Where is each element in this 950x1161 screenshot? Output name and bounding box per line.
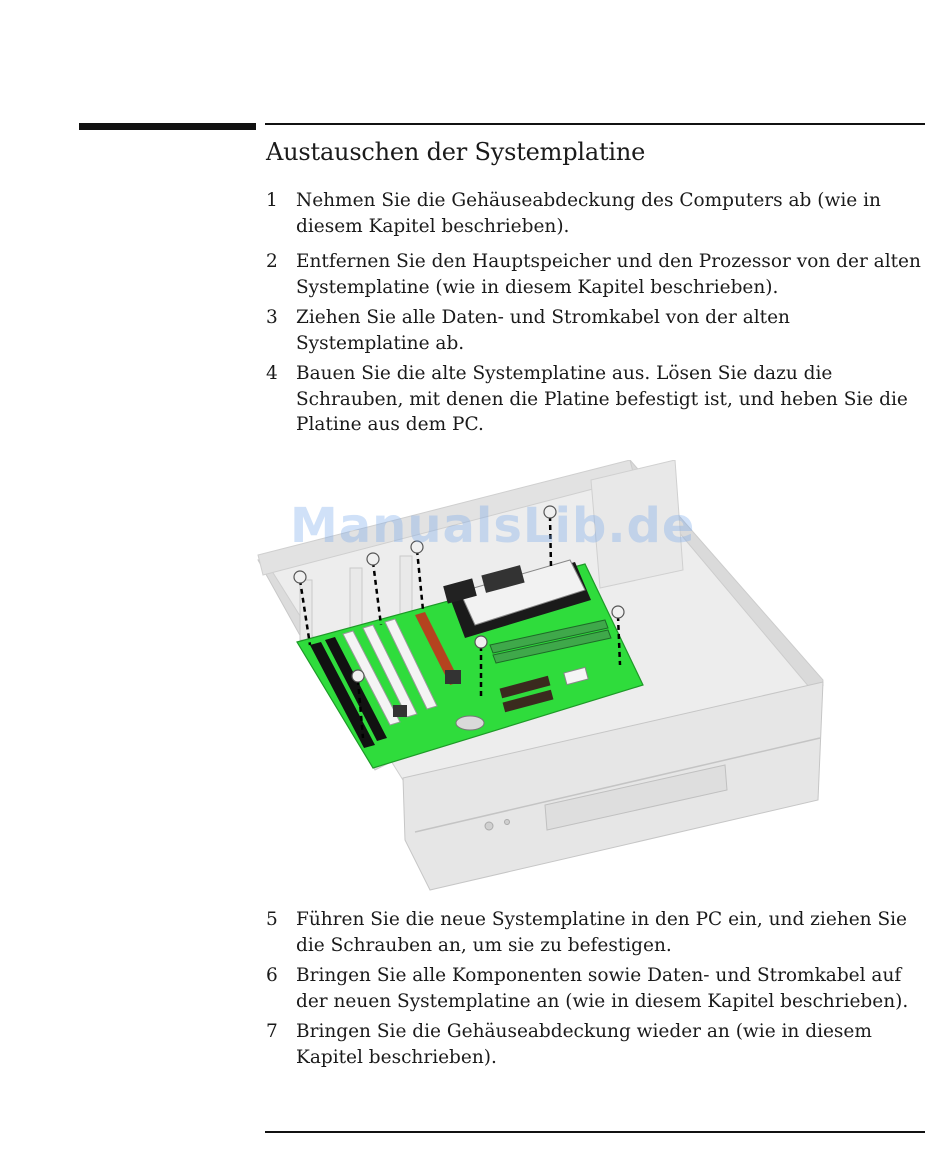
- step-number: 6: [266, 965, 278, 986]
- step-item: [266, 249, 926, 300]
- slot-bracket: [400, 556, 412, 616]
- step-item: [266, 188, 926, 239]
- power-button: [485, 822, 493, 830]
- step-number: 4: [266, 363, 278, 384]
- screw-icon: [352, 670, 364, 682]
- step-number: 7: [266, 1021, 278, 1042]
- step-text: Führen Sie die neue Systemplatine in den PC ein, und ziehen Sie die Schrauben an, um sie zu befestigen.: [296, 909, 907, 956]
- step-text: Ziehen Sie alle Daten- und Stromkabel von der alten Systemplatine ab.: [296, 307, 790, 354]
- step-item: [266, 963, 926, 1014]
- step-item: [266, 907, 926, 958]
- bottom-rule: [265, 1131, 925, 1133]
- step-text: Bauen Sie die alte Systemplatine aus. Lösen Sie dazu die Schrauben, mit denen die Platine befestigt ist, und heben Sie die Platine aus dem PC.: [296, 363, 908, 435]
- step-text: Nehmen Sie die Gehäuseabdeckung des Computers ab (wie in diesem Kapitel beschrieben).: [296, 190, 881, 237]
- watermark: ManualsLib.de: [290, 498, 696, 554]
- chipset: [445, 670, 461, 684]
- slot-bracket: [350, 568, 362, 628]
- step-text: Bringen Sie alle Komponenten sowie Daten- und Stromkabel auf der neuen Systemplatine an (wie in diesem Kapitel beschrieben).: [296, 965, 909, 1012]
- step-text: Bringen Sie die Gehäuseabdeckung wieder an (wie in diesem Kapitel beschrieben).: [296, 1021, 872, 1068]
- step-number: 5: [266, 909, 278, 930]
- step-item: [266, 361, 926, 438]
- step-number: 1: [266, 190, 278, 211]
- step-number: 3: [266, 307, 278, 328]
- screw-icon: [612, 606, 624, 618]
- screw-icon: [475, 636, 487, 648]
- step-item: [266, 1019, 926, 1070]
- chipset: [393, 705, 407, 717]
- screw-icon: [294, 571, 306, 583]
- screw-icon: [367, 553, 379, 565]
- page-title: Austauschen der Systemplatine: [266, 138, 646, 166]
- step-text: Entfernen Sie den Hauptspeicher und den Prozessor von der alten Systemplatine (wie in diesem Kapitel beschrieben).: [296, 251, 921, 298]
- step-item: [266, 305, 926, 356]
- power-led: [505, 820, 510, 825]
- step-number: 2: [266, 251, 278, 272]
- section-marker-bar: [79, 123, 256, 130]
- steps-list-after: [266, 907, 926, 1070]
- cmos-battery: [456, 716, 484, 730]
- steps-list-before: [266, 188, 926, 438]
- top-rule: [265, 123, 925, 125]
